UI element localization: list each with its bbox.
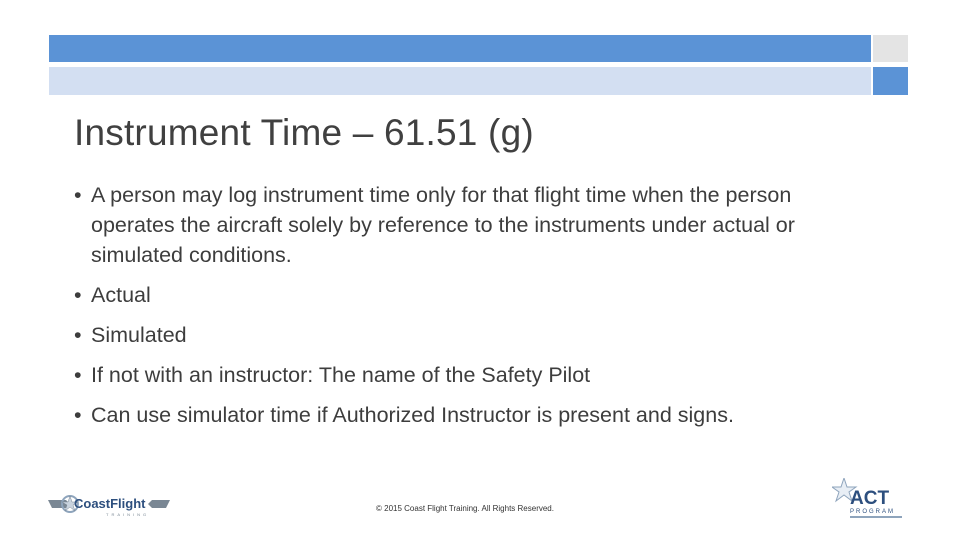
bullet-dot: • [74, 183, 82, 207]
header-block-bottom-right [873, 67, 908, 95]
svg-text:ACT [850, 488, 889, 509]
header-block-top-right [873, 35, 908, 62]
bullet-text: Actual [91, 283, 151, 307]
bullet-item [74, 360, 874, 390]
logo-left-subtext: TRAINING [106, 512, 150, 517]
act-program-logo [832, 478, 912, 522]
logo-left-text: CoastFlight [74, 496, 146, 511]
bullet-dot: • [74, 363, 82, 387]
header-bar-top [49, 35, 871, 62]
bullet-text: A person may log instrument time only for that flight time when the person operates the aircraft solely by reference to the instruments under actual or simulated conditions. [91, 183, 795, 267]
bullet-dot: • [74, 403, 82, 427]
svg-text:TRAINING [106, 512, 149, 517]
bullet-text: If not with an instructor: The name of the Safety Pilot [91, 363, 591, 387]
header-bar-bottom [49, 67, 871, 95]
bullet-item [74, 400, 874, 430]
bullet-list [74, 180, 874, 440]
bullet-text: Can use simulator time if Authorized Instructor is present and signs. [91, 403, 734, 427]
bullet-item [74, 280, 874, 310]
act-program-star-logo-icon [832, 478, 912, 522]
copyright-footer: © 2015 Coast Flight Training. All Rights Reserved. [376, 504, 554, 513]
coast-flight-wings-logo-icon [48, 490, 170, 518]
logo-right-subtext: PROGRAM [850, 509, 896, 515]
logo-right-text: ACT [850, 488, 890, 509]
bullet-item [74, 320, 874, 350]
bullet-text: Simulated [91, 323, 187, 347]
svg-text:CoastFlight [74, 496, 146, 511]
bullet-item [74, 180, 874, 270]
slide-title: Instrument Time – 61.51 (g) [74, 112, 534, 153]
coast-flight-logo [48, 490, 170, 518]
bullet-dot: • [74, 323, 82, 347]
svg-text:PROGRAM [850, 509, 895, 515]
bullet-dot: • [74, 283, 82, 307]
